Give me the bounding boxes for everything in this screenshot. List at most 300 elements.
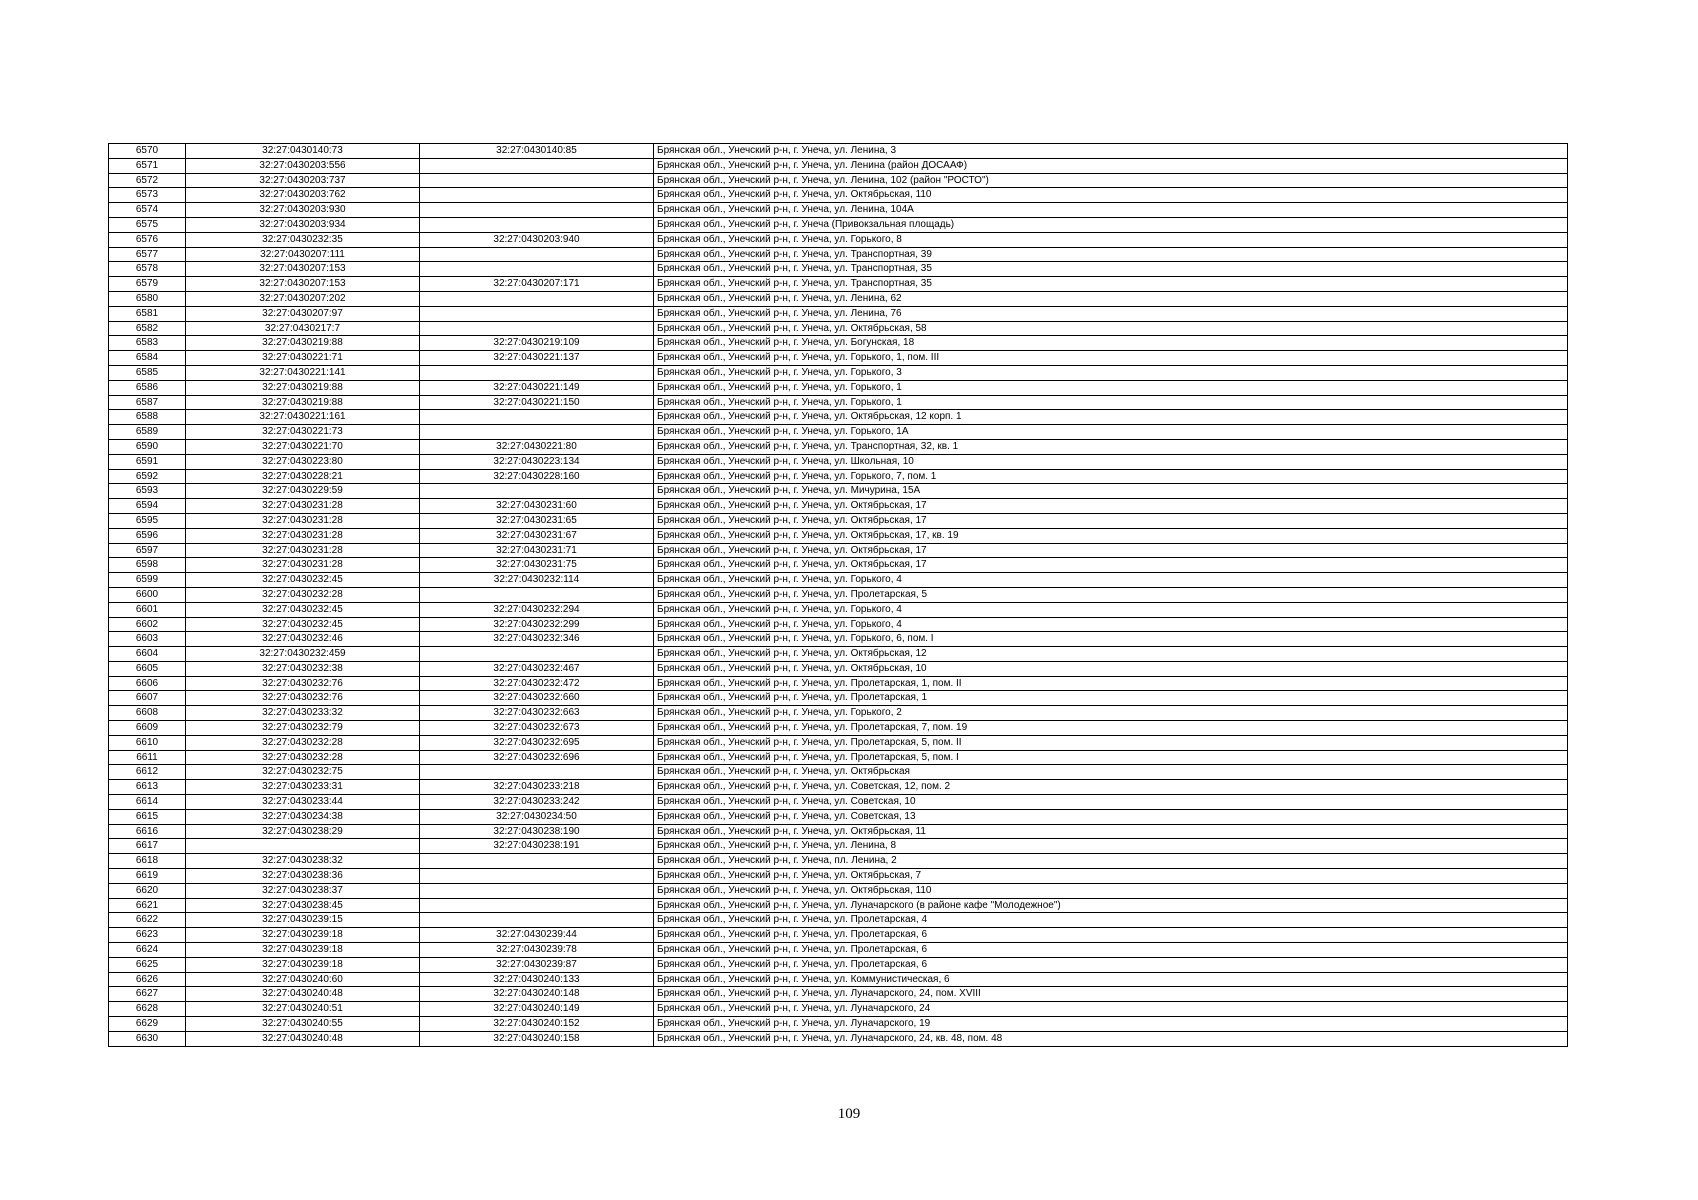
table-row [109,676,1568,691]
address-cell: Брянская обл., Унечский р-н, г. Унеча, ул. Горького, 1, пом. III [654,351,1568,366]
address-cell: Брянская обл., Унечский р-н, г. Унеча, ул. Октябрьская, 17 [654,513,1568,528]
row-number-cell: 6626 [109,972,186,987]
table-row [109,854,1568,869]
address-cell: Брянская обл., Унечский р-н, г. Унеча, ул. Октябрьская, 17, кв. 19 [654,528,1568,543]
row-number-cell: 6628 [109,1002,186,1017]
row-number-cell: 6577 [109,247,186,262]
address-cell: Брянская обл., Унечский р-н, г. Унеча, ул. Ленина (район ДОСААФ) [654,158,1568,173]
row-number-cell: 6600 [109,587,186,602]
cadastral-number-cell: 32:27:0430140:73 [186,144,420,159]
address-cell: Брянская обл., Унечский р-н, г. Унеча, ул. Горького, 3 [654,365,1568,380]
object-cadastral-number-cell: 32:27:0430231:60 [420,499,654,514]
cadastral-number-cell: 32:27:0430221:73 [186,425,420,440]
object-cadastral-number-cell [420,365,654,380]
table-row [109,336,1568,351]
address-cell: Брянская обл., Унечский р-н, г. Унеча, ул. Октябрьская, 7 [654,869,1568,884]
table-row [109,217,1568,232]
address-cell: Брянская обл., Унечский р-н, г. Унеча, ул. Горького, 4 [654,617,1568,632]
object-cadastral-number-cell: 32:27:0430232:299 [420,617,654,632]
table-row [109,972,1568,987]
row-number-cell: 6602 [109,617,186,632]
table-row [109,913,1568,928]
object-cadastral-number-cell: 32:27:0430221:137 [420,351,654,366]
cadastral-number-cell: 32:27:0430240:51 [186,1002,420,1017]
cadastral-number-cell: 32:27:0430232:28 [186,587,420,602]
object-cadastral-number-cell: 32:27:0430232:467 [420,661,654,676]
address-cell: Брянская обл., Унечский р-н, г. Унеча, ул. Октябрьская, 10 [654,661,1568,676]
table-row [109,647,1568,662]
object-cadastral-number-cell: 32:27:0430240:158 [420,1031,654,1046]
table-row [109,750,1568,765]
cadastral-number-cell: 32:27:0430232:459 [186,647,420,662]
row-number-cell: 6611 [109,750,186,765]
row-number-cell: 6617 [109,839,186,854]
object-cadastral-number-cell: 32:27:0430240:152 [420,1017,654,1032]
object-cadastral-number-cell: 32:27:0430223:134 [420,454,654,469]
cadastral-number-cell: 32:27:0430203:737 [186,173,420,188]
object-cadastral-number-cell [420,647,654,662]
object-cadastral-number-cell [420,203,654,218]
table-row [109,780,1568,795]
object-cadastral-number-cell: 32:27:0430239:87 [420,957,654,972]
address-cell: Брянская обл., Унечский р-н, г. Унеча, ул. Горького, 6, пом. I [654,632,1568,647]
row-number-cell: 6605 [109,661,186,676]
table-row [109,898,1568,913]
address-cell: Брянская обл., Унечский р-н, г. Унеча, ул. Транспортная, 32, кв. 1 [654,439,1568,454]
cadastral-number-cell: 32:27:0430232:45 [186,617,420,632]
cadastral-number-cell: 32:27:0430239:18 [186,928,420,943]
cadastral-number-cell: 32:27:0430238:36 [186,869,420,884]
row-number-cell: 6610 [109,735,186,750]
address-cell: Брянская обл., Унечский р-н, г. Унеча, ул. Горького, 2 [654,706,1568,721]
address-cell: Брянская обл., Унечский р-н, г. Унеча, ул. Октябрьская, 17 [654,543,1568,558]
cadastral-number-cell: 32:27:0430231:28 [186,499,420,514]
address-cell: Брянская обл., Унечский р-н, г. Унеча, ул. Школьная, 10 [654,454,1568,469]
table-row [109,765,1568,780]
table-row [109,1002,1568,1017]
cadastral-number-cell: 32:27:0430221:161 [186,410,420,425]
address-cell: Брянская обл., Унечский р-н, г. Унеча, ул. Пролетарская, 5, пом. I [654,750,1568,765]
table-row [109,158,1568,173]
object-cadastral-number-cell [420,765,654,780]
object-cadastral-number-cell [420,262,654,277]
cadastral-number-cell: 32:27:0430207:202 [186,291,420,306]
table-row [109,928,1568,943]
cadastral-number-cell: 32:27:0430238:29 [186,824,420,839]
cadastral-number-cell: 32:27:0430207:111 [186,247,420,262]
object-cadastral-number-cell [420,883,654,898]
object-cadastral-number-cell: 32:27:0430234:50 [420,809,654,824]
cadastral-number-cell: 32:27:0430232:76 [186,691,420,706]
row-number-cell: 6606 [109,676,186,691]
table-row [109,484,1568,499]
table-row [109,306,1568,321]
row-number-cell: 6621 [109,898,186,913]
object-cadastral-number-cell [420,173,654,188]
address-cell: Брянская обл., Унечский р-н, г. Унеча, ул. Горького, 1 [654,395,1568,410]
row-number-cell: 6601 [109,602,186,617]
table-row [109,987,1568,1002]
object-cadastral-number-cell: 32:27:0430228:160 [420,469,654,484]
table-row [109,883,1568,898]
object-cadastral-number-cell [420,158,654,173]
row-number-cell: 6599 [109,573,186,588]
address-cell: Брянская обл., Унечский р-н, г. Унеча, ул. Пролетарская, 4 [654,913,1568,928]
cadastral-number-cell: 32:27:0430240:60 [186,972,420,987]
object-cadastral-number-cell: 32:27:0430232:660 [420,691,654,706]
table-row [109,1031,1568,1046]
object-cadastral-number-cell [420,587,654,602]
table-row [109,528,1568,543]
address-cell: Брянская обл., Унечский р-н, г. Унеча, ул. Горького, 4 [654,573,1568,588]
object-cadastral-number-cell: 32:27:0430231:67 [420,528,654,543]
object-cadastral-number-cell [420,410,654,425]
page-number: 109 [837,1106,861,1122]
address-cell: Брянская обл., Унечский р-н, г. Унеча, ул. Ленина, 104А [654,203,1568,218]
object-cadastral-number-cell: 32:27:0430232:695 [420,735,654,750]
table-row [109,661,1568,676]
address-cell: Брянская обл., Унечский р-н, г. Унеча, ул. Октябрьская, 11 [654,824,1568,839]
table-row [109,869,1568,884]
table-row [109,824,1568,839]
row-number-cell: 6609 [109,721,186,736]
cadastral-number-cell: 32:27:0430228:21 [186,469,420,484]
address-cell: Брянская обл., Унечский р-н, г. Унеча, пл. Ленина, 2 [654,854,1568,869]
row-number-cell: 6613 [109,780,186,795]
object-cadastral-number-cell: 32:27:0430232:114 [420,573,654,588]
object-cadastral-number-cell: 32:27:0430232:663 [420,706,654,721]
cadastral-number-cell: 32:27:0430232:46 [186,632,420,647]
row-number-cell: 6594 [109,499,186,514]
object-cadastral-number-cell [420,484,654,499]
address-cell: Брянская обл., Унечский р-н, г. Унеча, ул. Луначарского, 24, пом. XVIII [654,987,1568,1002]
object-cadastral-number-cell [420,306,654,321]
table-row [109,558,1568,573]
table-row [109,395,1568,410]
table-row [109,691,1568,706]
address-cell: Брянская обл., Унечский р-н, г. Унеча, ул. Октябрьская, 12 [654,647,1568,662]
cadastral-number-cell: 32:27:0430221:141 [186,365,420,380]
row-number-cell: 6623 [109,928,186,943]
table-row [109,632,1568,647]
table-row [109,735,1568,750]
table-row [109,513,1568,528]
address-cell: Брянская обл., Унечский р-н, г. Унеча, ул. Луначарского, 24 [654,1002,1568,1017]
cadastral-number-cell: 32:27:0430221:70 [186,439,420,454]
cadastral-number-cell: 32:27:0430203:930 [186,203,420,218]
row-number-cell: 6591 [109,454,186,469]
cadastral-number-cell: 32:27:0430233:32 [186,706,420,721]
object-cadastral-number-cell: 32:27:0430232:294 [420,602,654,617]
object-cadastral-number-cell: 32:27:0430140:85 [420,144,654,159]
object-cadastral-number-cell: 32:27:0430233:218 [420,780,654,795]
address-cell: Брянская обл., Унечский р-н, г. Унеча, ул. Советская, 13 [654,809,1568,824]
row-number-cell: 6629 [109,1017,186,1032]
object-cadastral-number-cell [420,217,654,232]
table-row [109,469,1568,484]
object-cadastral-number-cell [420,913,654,928]
cadastral-number-cell: 32:27:0430219:88 [186,395,420,410]
cadastral-number-cell: 32:27:0430232:45 [186,602,420,617]
address-cell: Брянская обл., Унечский р-н, г. Унеча, ул. Ленина, 102 (район "РОСТО") [654,173,1568,188]
address-cell: Брянская обл., Унечский р-н, г. Унеча, ул. Ленина, 3 [654,144,1568,159]
table-row [109,706,1568,721]
object-cadastral-number-cell: 32:27:0430221:150 [420,395,654,410]
object-cadastral-number-cell [420,247,654,262]
object-cadastral-number-cell: 32:27:0430231:65 [420,513,654,528]
row-number-cell: 6618 [109,854,186,869]
row-number-cell: 6612 [109,765,186,780]
row-number-cell: 6622 [109,913,186,928]
cadastral-number-cell: 32:27:0430238:37 [186,883,420,898]
cadastral-number-cell: 32:27:0430240:55 [186,1017,420,1032]
table-row [109,573,1568,588]
row-number-cell: 6604 [109,647,186,662]
cadastral-number-cell: 32:27:0430231:28 [186,558,420,573]
object-cadastral-number-cell: 32:27:0430203:940 [420,232,654,247]
row-number-cell: 6585 [109,365,186,380]
row-number-cell: 6615 [109,809,186,824]
object-cadastral-number-cell: 32:27:0430232:673 [420,721,654,736]
row-number-cell: 6598 [109,558,186,573]
row-number-cell: 6614 [109,795,186,810]
cadastral-number-cell: 32:27:0430233:31 [186,780,420,795]
row-number-cell: 6570 [109,144,186,159]
object-cadastral-number-cell: 32:27:0430233:242 [420,795,654,810]
address-cell: Брянская обл., Унечский р-н, г. Унеча (Привокзальная площадь) [654,217,1568,232]
object-cadastral-number-cell: 32:27:0430232:346 [420,632,654,647]
row-number-cell: 6597 [109,543,186,558]
cadastral-number-cell: 32:27:0430232:45 [186,573,420,588]
row-number-cell: 6593 [109,484,186,499]
cadastral-number-cell: 32:27:0430239:15 [186,913,420,928]
address-cell: Брянская обл., Унечский р-н, г. Унеча, ул. Октябрьская, 110 [654,188,1568,203]
cadastral-number-cell: 32:27:0430203:762 [186,188,420,203]
table-row [109,262,1568,277]
object-cadastral-number-cell: 32:27:0430240:148 [420,987,654,1002]
row-number-cell: 6581 [109,306,186,321]
address-cell: Брянская обл., Унечский р-н, г. Унеча, ул. Октябрьская [654,765,1568,780]
object-cadastral-number-cell [420,425,654,440]
address-cell: Брянская обл., Унечский р-н, г. Унеча, ул. Транспортная, 35 [654,262,1568,277]
cadastral-number-cell: 32:27:0430239:18 [186,943,420,958]
table-row [109,410,1568,425]
row-number-cell: 6587 [109,395,186,410]
table-row [109,277,1568,292]
address-cell: Брянская обл., Унечский р-н, г. Унеча, ул. Богунская, 18 [654,336,1568,351]
row-number-cell: 6608 [109,706,186,721]
table-row [109,839,1568,854]
cadastral-number-cell [186,839,420,854]
address-cell: Брянская обл., Унечский р-н, г. Унеча, ул. Ленина, 62 [654,291,1568,306]
object-cadastral-number-cell [420,291,654,306]
address-cell: Брянская обл., Унечский р-н, г. Унеча, ул. Луначарского, 19 [654,1017,1568,1032]
object-cadastral-number-cell: 32:27:0430221:80 [420,439,654,454]
row-number-cell: 6574 [109,203,186,218]
cadastral-number-cell: 32:27:0430207:153 [186,262,420,277]
object-cadastral-number-cell [420,854,654,869]
object-cadastral-number-cell: 32:27:0430238:191 [420,839,654,854]
row-number-cell: 6630 [109,1031,186,1046]
address-cell: Брянская обл., Унечский р-н, г. Унеча, ул. Ленина, 8 [654,839,1568,854]
address-cell: Брянская обл., Унечский р-н, г. Унеча, ул. Октябрьская, 110 [654,883,1568,898]
table-row [109,809,1568,824]
table-row [109,795,1568,810]
table-row [109,247,1568,262]
object-cadastral-number-cell [420,321,654,336]
address-cell: Брянская обл., Унечский р-н, г. Унеча, ул. Пролетарская, 1 [654,691,1568,706]
address-cell: Брянская обл., Унечский р-н, г. Унеча, ул. Октябрьская, 17 [654,558,1568,573]
address-cell: Брянская обл., Унечский р-н, г. Унеча, ул. Пролетарская, 6 [654,957,1568,972]
address-cell: Брянская обл., Унечский р-н, г. Унеча, ул. Пролетарская, 5 [654,587,1568,602]
object-cadastral-number-cell [420,188,654,203]
object-cadastral-number-cell: 32:27:0430240:133 [420,972,654,987]
cadastral-number-cell: 32:27:0430240:48 [186,987,420,1002]
row-number-cell: 6572 [109,173,186,188]
cadastral-number-cell: 32:27:0430234:38 [186,809,420,824]
cadastral-number-cell: 32:27:0430231:28 [186,543,420,558]
table-row [109,380,1568,395]
address-cell: Брянская обл., Унечский р-н, г. Унеча, ул. Луначарского (в районе кафе "Молодежное") [654,898,1568,913]
row-number-cell: 6583 [109,336,186,351]
cadastral-number-cell: 32:27:0430233:44 [186,795,420,810]
table-row [109,721,1568,736]
row-number-cell: 6607 [109,691,186,706]
row-number-cell: 6589 [109,425,186,440]
table-row [109,425,1568,440]
cadastral-number-cell: 32:27:0430231:28 [186,528,420,543]
table-row [109,203,1568,218]
cadastral-number-cell: 32:27:0430219:88 [186,380,420,395]
object-cadastral-number-cell: 32:27:0430239:78 [420,943,654,958]
registry-table [108,143,1568,1047]
address-cell: Брянская обл., Унечский р-н, г. Унеча, ул. Октябрьская, 17 [654,499,1568,514]
table-row [109,602,1568,617]
object-cadastral-number-cell: 32:27:0430238:190 [420,824,654,839]
table-row [109,587,1568,602]
row-number-cell: 6590 [109,439,186,454]
cadastral-number-cell: 32:27:0430203:556 [186,158,420,173]
object-cadastral-number-cell [420,898,654,913]
table-row [109,617,1568,632]
row-number-cell: 6592 [109,469,186,484]
row-number-cell: 6619 [109,869,186,884]
row-number-cell: 6582 [109,321,186,336]
cadastral-number-cell: 32:27:0430238:45 [186,898,420,913]
row-number-cell: 6575 [109,217,186,232]
address-cell: Брянская обл., Унечский р-н, г. Унеча, ул. Транспортная, 35 [654,277,1568,292]
object-cadastral-number-cell: 32:27:0430219:109 [420,336,654,351]
row-number-cell: 6579 [109,277,186,292]
table-row [109,188,1568,203]
cadastral-number-cell: 32:27:0430221:71 [186,351,420,366]
cadastral-number-cell: 32:27:0430203:934 [186,217,420,232]
object-cadastral-number-cell: 32:27:0430239:44 [420,928,654,943]
cadastral-number-cell: 32:27:0430232:76 [186,676,420,691]
cadastral-number-cell: 32:27:0430223:80 [186,454,420,469]
address-cell: Брянская обл., Унечский р-н, г. Унеча, ул. Советская, 12, пом. 2 [654,780,1568,795]
row-number-cell: 6573 [109,188,186,203]
row-number-cell: 6595 [109,513,186,528]
cadastral-number-cell: 32:27:0430232:28 [186,750,420,765]
table-row [109,291,1568,306]
cadastral-number-cell: 32:27:0430207:153 [186,277,420,292]
row-number-cell: 6624 [109,943,186,958]
registry-table-body [109,144,1568,1047]
address-cell: Брянская обл., Унечский р-н, г. Унеча, ул. Октябрьская, 58 [654,321,1568,336]
table-row [109,1017,1568,1032]
cadastral-number-cell: 32:27:0430207:97 [186,306,420,321]
table-row [109,439,1568,454]
row-number-cell: 6571 [109,158,186,173]
address-cell: Брянская обл., Унечский р-н, г. Унеча, ул. Пролетарская, 6 [654,943,1568,958]
table-row [109,232,1568,247]
object-cadastral-number-cell: 32:27:0430231:71 [420,543,654,558]
row-number-cell: 6586 [109,380,186,395]
address-cell: Брянская обл., Унечский р-н, г. Унеча, ул. Коммунистическая, 6 [654,972,1568,987]
table-row [109,173,1568,188]
object-cadastral-number-cell: 32:27:0430240:149 [420,1002,654,1017]
row-number-cell: 6620 [109,883,186,898]
address-cell: Брянская обл., Унечский р-н, г. Унеча, ул. Ленина, 76 [654,306,1568,321]
row-number-cell: 6584 [109,351,186,366]
row-number-cell: 6603 [109,632,186,647]
address-cell: Брянская обл., Унечский р-н, г. Унеча, ул. Горького, 7, пом. 1 [654,469,1568,484]
row-number-cell: 6580 [109,291,186,306]
object-cadastral-number-cell: 32:27:0430232:472 [420,676,654,691]
address-cell: Брянская обл., Унечский р-н, г. Унеча, ул. Пролетарская, 7, пом. 19 [654,721,1568,736]
cadastral-number-cell: 32:27:0430238:32 [186,854,420,869]
cadastral-number-cell: 32:27:0430232:79 [186,721,420,736]
table-row [109,144,1568,159]
address-cell: Брянская обл., Унечский р-н, г. Унеча, ул. Горького, 4 [654,602,1568,617]
table-row [109,321,1568,336]
row-number-cell: 6576 [109,232,186,247]
address-cell: Брянская обл., Унечский р-н, г. Унеча, ул. Пролетарская, 5, пом. II [654,735,1568,750]
address-cell: Брянская обл., Унечский р-н, г. Унеча, ул. Горького, 1А [654,425,1568,440]
object-cadastral-number-cell: 32:27:0430221:149 [420,380,654,395]
address-cell: Брянская обл., Унечский р-н, г. Унеча, ул. Октябрьская, 12 корп. 1 [654,410,1568,425]
table-row [109,543,1568,558]
row-number-cell: 6578 [109,262,186,277]
address-cell: Брянская обл., Унечский р-н, г. Унеча, ул. Советская, 10 [654,795,1568,810]
cadastral-number-cell: 32:27:0430239:18 [186,957,420,972]
cadastral-number-cell: 32:27:0430217:7 [186,321,420,336]
cadastral-number-cell: 32:27:0430232:75 [186,765,420,780]
address-cell: Брянская обл., Унечский р-н, г. Унеча, ул. Мичурина, 15А [654,484,1568,499]
object-cadastral-number-cell: 32:27:0430231:75 [420,558,654,573]
address-cell: Брянская обл., Унечский р-н, г. Унеча, ул. Пролетарская, 6 [654,928,1568,943]
object-cadastral-number-cell: 32:27:0430232:696 [420,750,654,765]
address-cell: Брянская обл., Унечский р-н, г. Унеча, ул. Луначарского, 24, кв. 48, пом. 48 [654,1031,1568,1046]
cadastral-number-cell: 32:27:0430232:38 [186,661,420,676]
row-number-cell: 6596 [109,528,186,543]
row-number-cell: 6588 [109,410,186,425]
row-number-cell: 6616 [109,824,186,839]
address-cell: Брянская обл., Унечский р-н, г. Унеча, ул. Пролетарская, 1, пом. II [654,676,1568,691]
address-cell: Брянская обл., Унечский р-н, г. Унеча, ул. Горького, 1 [654,380,1568,395]
cadastral-number-cell: 32:27:0430229:59 [186,484,420,499]
address-cell: Брянская обл., Унечский р-н, г. Унеча, ул. Транспортная, 39 [654,247,1568,262]
table-row [109,365,1568,380]
object-cadastral-number-cell: 32:27:0430207:171 [420,277,654,292]
row-number-cell: 6627 [109,987,186,1002]
row-number-cell: 6625 [109,957,186,972]
table-row [109,499,1568,514]
table-row [109,351,1568,366]
cadastral-number-cell: 32:27:0430232:28 [186,735,420,750]
table-row [109,454,1568,469]
